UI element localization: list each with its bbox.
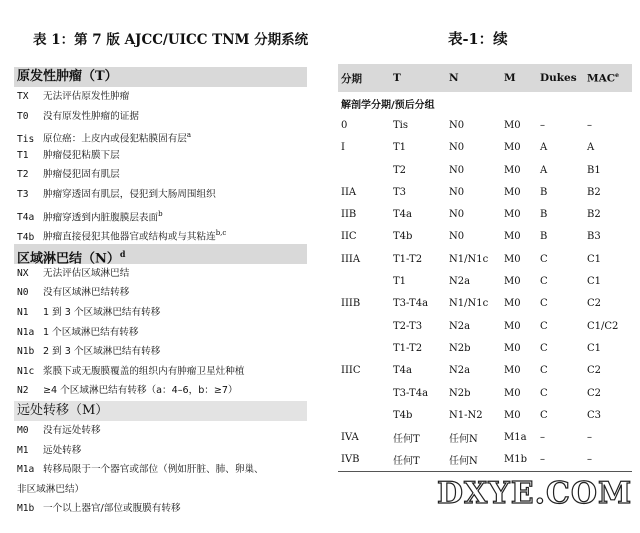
definition-row — [14, 185, 307, 205]
n-cell: N0 — [449, 186, 465, 198]
stage-cell: IIIA — [341, 253, 361, 265]
t-cell: Tis — [393, 119, 408, 131]
definition-row — [14, 323, 307, 343]
definition-row — [14, 421, 307, 441]
t-cell: T2 — [393, 164, 407, 176]
stage-description: 肿瘤侵犯固有肌层 — [43, 169, 120, 181]
table-row — [338, 248, 632, 270]
stage-description: 转移局限于一个器官或部位（例如肝脏、肺、卵巢、 — [43, 464, 264, 476]
table-row — [338, 203, 632, 225]
column-header-m: M — [501, 64, 537, 92]
stage-code: N1c — [17, 365, 35, 377]
n-cell: N2a — [449, 320, 471, 332]
mac-cell: C1 — [587, 342, 602, 354]
m-cell: M0 — [504, 387, 521, 399]
stage-description: 肿瘤侵犯粘膜下层 — [43, 149, 120, 161]
definition-row — [14, 441, 307, 461]
stage-code: T0 — [17, 110, 29, 122]
stage-code: M0 — [17, 424, 29, 436]
dukes-cell: C — [540, 276, 548, 288]
m-cell: M1b — [501, 449, 537, 472]
stage-description: 没有远处转移 — [43, 424, 101, 436]
column-header-stage: 分期 — [338, 64, 390, 92]
n-cell: N1/N1c — [449, 253, 489, 265]
dukes-cell: C — [540, 342, 548, 354]
mac-cell: B3 — [587, 231, 601, 243]
stage-description: 肿瘤直接侵犯其他器官或结构或与其粘连 — [43, 231, 216, 243]
table-row — [338, 137, 632, 159]
n-cell: N0 — [449, 231, 465, 243]
stage-description-continued: 非区域淋巴结） — [17, 483, 85, 495]
stage-cell: IIB — [341, 209, 357, 221]
stage-code: TX — [17, 91, 29, 102]
n-cell: N2a — [449, 276, 471, 288]
stage-code: NX — [17, 267, 29, 279]
dukes-cell: C — [540, 253, 548, 265]
definition-row — [14, 381, 307, 401]
table-row — [338, 293, 632, 315]
stage-cell: IVB — [338, 449, 390, 472]
mac-cell: C3 — [587, 409, 602, 421]
mac-cell: – — [587, 432, 592, 444]
dukes-cell: A — [540, 142, 548, 154]
stage-description: 1 到 3 个区域淋巴结有转移 — [43, 306, 161, 318]
footnote-marker: b — [158, 209, 163, 218]
dukes-cell: – — [540, 432, 545, 444]
n-cell: N2b — [449, 342, 471, 354]
definition-row — [14, 264, 307, 284]
stage-cell — [338, 404, 390, 426]
stage-description: 1 个区域淋巴结有转移 — [43, 326, 139, 338]
stage-code: T4a — [17, 211, 35, 223]
stage-cell — [338, 159, 390, 181]
stage-cell: IIIB — [341, 298, 361, 310]
group-label-row — [338, 92, 632, 114]
table-row — [338, 181, 632, 203]
n-cell: 任何N — [446, 449, 501, 472]
definition-row — [14, 499, 307, 519]
stage-code: N2 — [17, 385, 29, 397]
stage-cell: IIC — [341, 231, 357, 243]
mac-cell: – — [584, 449, 632, 472]
n-cell: 任何N — [449, 434, 478, 446]
m-cell: M0 — [504, 276, 521, 288]
mac-cell: C2 — [587, 365, 602, 377]
column-header-mac — [584, 64, 632, 92]
table-row — [338, 114, 632, 136]
t-cell: T4b — [393, 409, 413, 421]
t-cell: T4b — [393, 231, 413, 243]
stage-description: ≥4 个区域淋巴结有转移（a：4–6，b：≥7） — [43, 385, 238, 397]
column-header-n: N — [446, 64, 501, 92]
m-cell: M0 — [504, 409, 521, 421]
n-cell: N0 — [449, 119, 465, 131]
section-header — [14, 67, 307, 87]
dukes-cell: B — [540, 209, 548, 221]
stage-description: 一个以上器官/部位或腹膜有转移 — [43, 503, 181, 515]
table-row — [338, 159, 632, 181]
dukes-cell: C — [540, 298, 548, 310]
t-cell: T3 — [393, 186, 407, 198]
stage-description: 远处转移 — [43, 444, 82, 456]
definition-row — [14, 205, 307, 225]
stage-cell — [338, 382, 390, 404]
stage-grouping-table — [338, 64, 632, 472]
dukes-cell: C — [540, 387, 548, 399]
n-cell: N0 — [449, 164, 465, 176]
mac-cell: B2 — [587, 209, 601, 221]
stage-cell — [338, 315, 390, 337]
t-cell: T1-T2 — [393, 342, 423, 354]
stage-code: T3 — [17, 188, 29, 200]
n-cell: N1-N2 — [449, 409, 483, 421]
stage-code: T1 — [17, 149, 29, 161]
stage-description: 没有原发性肿瘤的证据 — [43, 110, 139, 122]
stage-code: M1 — [17, 444, 29, 456]
mac-cell: A — [587, 142, 595, 154]
table-row — [338, 449, 632, 472]
dukes-cell: B — [540, 186, 548, 198]
right-table-title: 表-1：续 — [448, 31, 508, 48]
stage-code: Tis — [17, 133, 35, 145]
mac-cell: C1 — [587, 276, 602, 288]
table-header-row — [338, 64, 632, 92]
stage-description: 无法评估原发性肿瘤 — [43, 91, 130, 102]
dukes-cell: – — [540, 119, 545, 131]
table-row — [338, 270, 632, 292]
section-header-label: 远处转移（M） — [17, 402, 109, 418]
m-cell: M0 — [504, 164, 521, 176]
stage-cell: I — [341, 142, 345, 154]
stage-description: 肿瘤穿透固有肌层，侵犯到大肠周围组织 — [43, 188, 216, 200]
m-cell: M1a — [504, 432, 527, 444]
n-cell: N1/N1c — [449, 298, 489, 310]
stage-cell: IIA — [341, 186, 357, 198]
stage-cell — [338, 337, 390, 359]
stage-code: N1 — [17, 306, 29, 318]
mac-label: MAC — [587, 72, 616, 85]
t-cell: T1 — [393, 142, 407, 154]
group-label: 解剖学分期/预后分组 — [341, 99, 435, 111]
table-row — [338, 382, 632, 404]
t-cell: 任何T — [393, 434, 420, 446]
definition-row — [14, 126, 307, 146]
stage-description: 肿瘤穿透到内脏腹膜层表面 — [43, 211, 159, 223]
definition-row — [14, 107, 307, 127]
t-cell: T4a — [393, 365, 412, 377]
column-header-dukes: Dukes — [537, 64, 584, 92]
t-cell: T2-T3 — [393, 320, 423, 332]
stage-code: N1a — [17, 326, 35, 338]
stage-code: T2 — [17, 169, 29, 181]
definition-row — [14, 165, 307, 185]
m-cell: M0 — [504, 119, 521, 131]
stage-code: M1a — [17, 464, 35, 476]
stage-description: 没有区域淋巴结转移 — [43, 287, 130, 299]
table-row — [338, 426, 632, 448]
mac-cell: C1 — [587, 253, 602, 265]
definition-row — [14, 87, 307, 107]
n-cell: N2b — [449, 387, 471, 399]
mac-cell: C2 — [587, 387, 602, 399]
footnote-marker: b,c — [215, 229, 227, 238]
tnm-definitions-table — [14, 67, 307, 519]
watermark: DXYE.COM — [437, 476, 633, 511]
m-cell: M0 — [504, 142, 521, 154]
mac-cell: C2 — [587, 298, 602, 310]
section-header — [14, 401, 307, 421]
mac-footnote-marker: e — [615, 71, 619, 79]
dukes-cell: – — [537, 449, 584, 472]
t-cell: 任何T — [390, 449, 446, 472]
stage-code: M1b — [17, 503, 35, 515]
stage-cell: IIIC — [341, 365, 361, 377]
n-cell: N0 — [449, 142, 465, 154]
stage-description: 2 到 3 个区域淋巴结有转移 — [43, 346, 161, 358]
definition-row — [14, 460, 307, 499]
stage-description: 原位癌：上皮内或侵犯粘膜固有层 — [43, 133, 187, 145]
footnote-marker: a — [186, 131, 192, 140]
table-row — [338, 337, 632, 359]
definition-row — [14, 146, 307, 166]
definition-row — [14, 224, 307, 244]
mac-cell: C1/C2 — [587, 320, 619, 332]
definition-row — [14, 342, 307, 362]
t-cell: T1 — [393, 276, 407, 288]
dukes-cell: C — [540, 409, 548, 421]
m-cell: M0 — [504, 253, 521, 265]
mac-cell: – — [587, 119, 592, 131]
stage-cell: IVA — [341, 432, 359, 444]
t-cell: T4a — [393, 209, 412, 221]
definition-row — [14, 303, 307, 323]
definition-row — [14, 362, 307, 382]
dukes-cell: B — [540, 231, 548, 243]
m-cell: M0 — [504, 342, 521, 354]
stage-code: T4b — [17, 231, 35, 243]
m-cell: M0 — [504, 365, 521, 377]
definition-row — [14, 283, 307, 303]
n-cell: N2a — [449, 365, 471, 377]
m-cell: M0 — [504, 320, 521, 332]
table-row — [338, 360, 632, 382]
stage-description: 无法评估区域淋巴结 — [43, 267, 130, 279]
m-cell: M0 — [504, 298, 521, 310]
stage-cell — [338, 270, 390, 292]
m-cell: M0 — [504, 231, 521, 243]
left-table-title: 表 1：第 7 版 AJCC/UICC TNM 分期系统 — [33, 32, 309, 48]
table-row — [338, 404, 632, 426]
table-row — [338, 226, 632, 248]
section-header — [14, 244, 307, 267]
mac-cell: B2 — [587, 186, 601, 198]
stage-code: N1b — [17, 346, 35, 358]
section-header-label: 原发性肿瘤（T） — [17, 69, 118, 84]
dukes-cell: A — [540, 164, 548, 176]
mac-cell: B1 — [587, 164, 601, 176]
stage-description: 浆膜下或无腹膜覆盖的组织内有肿瘤卫星灶种植 — [43, 365, 245, 377]
section-header-footnote: d — [119, 248, 126, 259]
t-cell: T3-T4a — [393, 298, 429, 310]
m-cell: M0 — [504, 186, 521, 198]
section-header-label: 区域淋巴结（N） — [17, 251, 120, 267]
t-cell: T3-T4a — [393, 387, 429, 399]
stage-cell: 0 — [341, 119, 348, 131]
dukes-cell: C — [540, 320, 548, 332]
stage-code: N0 — [17, 287, 29, 299]
table-row — [338, 315, 632, 337]
n-cell: N0 — [449, 209, 465, 221]
t-cell: T1-T2 — [393, 253, 423, 265]
m-cell: M0 — [504, 209, 521, 221]
dukes-cell: C — [540, 365, 548, 377]
column-header-t: T — [390, 64, 446, 92]
